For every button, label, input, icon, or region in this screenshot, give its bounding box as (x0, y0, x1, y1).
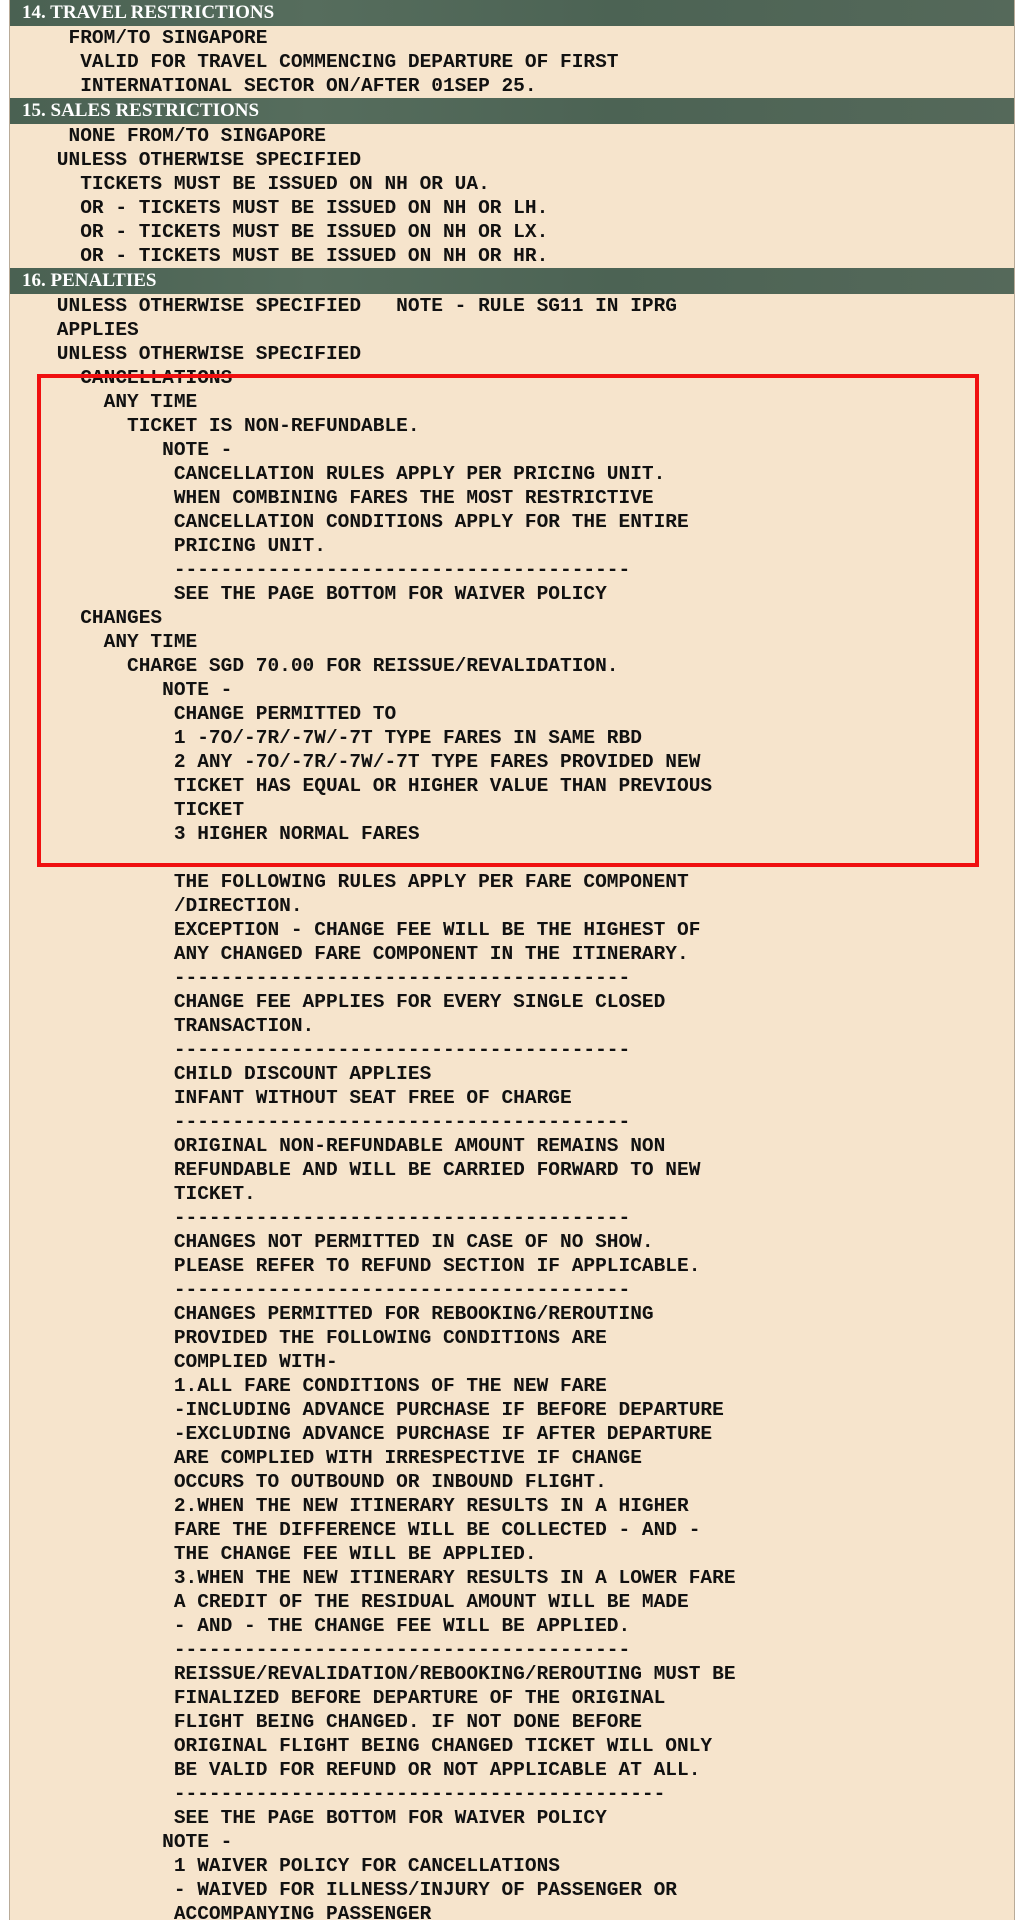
rule-section (10, 98, 1014, 268)
rule-text-line: INFANT WITHOUT SEAT FREE OF CHARGE (10, 1087, 572, 1109)
rule-text-line: ARE COMPLIED WITH IRRESPECTIVE IF CHANGE (10, 1447, 642, 1469)
rule-text-line: --------------------------------------- (10, 1207, 631, 1229)
rule-text-line: --------------------------------------- (10, 559, 631, 581)
section-header: 15. SALES RESTRICTIONS (10, 98, 1014, 124)
rule-text-line: CANCELLATION CONDITIONS APPLY FOR THE ENTIRE (10, 511, 689, 533)
rule-text-line: ANY CHANGED FARE COMPONENT IN THE ITINERARY. (10, 943, 689, 965)
section-body (10, 294, 1014, 1926)
rule-text-line: ANY TIME (10, 631, 198, 653)
rule-text-line: EXCEPTION - CHANGE FEE WILL BE THE HIGHEST OF (10, 919, 701, 941)
rule-text-line: OR - TICKETS MUST BE ISSUED ON NH OR LX. (10, 221, 549, 243)
rule-text-line: - WAIVED FOR ILLNESS/INJURY OF PASSENGER OR (10, 1879, 678, 1901)
rule-text-line: COMPLIED WITH- (10, 1351, 338, 1373)
fare-rules-document (9, 0, 1015, 1925)
rule-text-line: PRICING UNIT. (10, 535, 326, 557)
rule-text-line: CHANGES NOT PERMITTED IN CASE OF NO SHOW. (10, 1231, 654, 1253)
rule-text-line: FROM/TO SINGAPORE (10, 27, 268, 49)
rule-text-line: -EXCLUDING ADVANCE PURCHASE IF AFTER DEPARTURE (10, 1423, 713, 1445)
rule-text-line: WHEN COMBINING FARES THE MOST RESTRICTIVE (10, 487, 654, 509)
rule-text-line: 1.ALL FARE CONDITIONS OF THE NEW FARE (10, 1375, 607, 1397)
rule-text-line: REISSUE/REVALIDATION/REBOOKING/REROUTING MUST BE (10, 1663, 736, 1685)
rule-text-line: NOTE - (10, 439, 233, 461)
section-body (10, 26, 1014, 98)
rule-text-line: CANCELLATIONS (10, 367, 233, 389)
rule-sections (10, 0, 1014, 1926)
rule-text-line: ------------------------------------------ (10, 1783, 666, 1805)
rule-text-line: --------------------------------------- (10, 1111, 631, 1133)
rule-text-line: OR - TICKETS MUST BE ISSUED ON NH OR HR. (10, 245, 549, 267)
rule-text-line: ORIGINAL FLIGHT BEING CHANGED TICKET WILL ONLY (10, 1735, 713, 1757)
rule-text-line: CHILD DISCOUNT APPLIES (10, 1063, 432, 1085)
rule-text-line: FARE THE DIFFERENCE WILL BE COLLECTED - AND - (10, 1519, 701, 1541)
rule-text-line: CHANGE PERMITTED TO (10, 703, 397, 725)
rule-text-line: VALID FOR TRAVEL COMMENCING DEPARTURE OF FIRST (10, 51, 619, 73)
rule-text-line: BE VALID FOR REFUND OR NOT APPLICABLE AT ALL. (10, 1759, 701, 1781)
rule-text-line: TRANSACTION. (10, 1015, 315, 1037)
rule-text-line: REFUNDABLE AND WILL BE CARRIED FORWARD TO NEW (10, 1159, 701, 1181)
rule-text-line: 1 WAIVER POLICY FOR CANCELLATIONS (10, 1855, 560, 1877)
rule-text-line: --------------------------------------- (10, 1279, 631, 1301)
rule-text-line: TICKETS MUST BE ISSUED ON NH OR UA. (10, 173, 490, 195)
section-header: 16. PENALTIES (10, 268, 1014, 294)
rule-text-line: CHANGES (10, 607, 163, 629)
rule-text-line (10, 846, 1014, 870)
rule-text-line: - AND - THE CHANGE FEE WILL BE APPLIED. (10, 1615, 631, 1637)
rule-text-line: CHANGE FEE APPLIES FOR EVERY SINGLE CLOSED (10, 991, 666, 1013)
section-body (10, 124, 1014, 268)
rule-text-line: TICKET IS NON-REFUNDABLE. (10, 415, 420, 437)
rule-text-line: THE FOLLOWING RULES APPLY PER FARE COMPONENT (10, 871, 689, 893)
rule-text-line: NONE FROM/TO SINGAPORE (10, 125, 326, 147)
rule-text-line: -INCLUDING ADVANCE PURCHASE IF BEFORE DEPARTURE (10, 1399, 724, 1421)
rule-text-line: PROVIDED THE FOLLOWING CONDITIONS ARE (10, 1327, 607, 1349)
rule-text-line: 2.WHEN THE NEW ITINERARY RESULTS IN A HIGHER (10, 1495, 689, 1517)
rule-text-line: --------------------------------------- (10, 967, 631, 989)
rule-text-line: FINALIZED BEFORE DEPARTURE OF THE ORIGINAL (10, 1687, 666, 1709)
rule-text-line: PLEASE REFER TO REFUND SECTION IF APPLICABLE. (10, 1255, 701, 1277)
rule-section (10, 0, 1014, 98)
rule-text-line: SEE THE PAGE BOTTOM FOR WAIVER POLICY (10, 1807, 607, 1829)
rule-text-line: CANCELLATION RULES APPLY PER PRICING UNIT. (10, 463, 666, 485)
rule-text-line: UNLESS OTHERWISE SPECIFIED (10, 343, 362, 365)
rule-text-line: OCCURS TO OUTBOUND OR INBOUND FLIGHT. (10, 1471, 607, 1493)
rule-text-line: CHARGE SGD 70.00 FOR REISSUE/REVALIDATION. (10, 655, 619, 677)
rule-section (10, 268, 1014, 1926)
rule-text-line: A CREDIT OF THE RESIDUAL AMOUNT WILL BE MADE (10, 1591, 689, 1613)
rule-text-line: ORIGINAL NON-REFUNDABLE AMOUNT REMAINS NON (10, 1135, 666, 1157)
rule-text-line: THE CHANGE FEE WILL BE APPLIED. (10, 1543, 537, 1565)
rule-text-line: NOTE - (10, 1831, 233, 1853)
rule-text-line: --------------------------------------- (10, 1039, 631, 1061)
rule-text-line: 3 HIGHER NORMAL FARES (10, 823, 420, 845)
rule-text-line: APPLIES (10, 319, 139, 341)
rule-text-line: 3.WHEN THE NEW ITINERARY RESULTS IN A LOWER FARE (10, 1567, 736, 1589)
rule-text-line: TICKET. (10, 1183, 256, 1205)
rule-text-line: ACCOMPANYING PASSENGER (10, 1903, 432, 1925)
rule-text-line: SEE THE PAGE BOTTOM FOR WAIVER POLICY (10, 583, 607, 605)
rule-text-line: NOTE - (10, 679, 233, 701)
rule-text-line: --------------------------------------- (10, 1639, 631, 1661)
rule-text-line: /DIRECTION. (10, 895, 303, 917)
section-header: 14. TRAVEL RESTRICTIONS (10, 0, 1014, 26)
rule-text-line: 2 ANY -7O/-7R/-7W/-7T TYPE FARES PROVIDED NEW (10, 751, 701, 773)
rule-text-line: 1 -7O/-7R/-7W/-7T TYPE FARES IN SAME RBD (10, 727, 642, 749)
rule-text-line: ANY TIME (10, 391, 198, 413)
rule-text-line: OR - TICKETS MUST BE ISSUED ON NH OR LH. (10, 197, 549, 219)
rule-text-line: UNLESS OTHERWISE SPECIFIED NOTE - RULE SG11 IN IPRG (10, 295, 678, 317)
rule-text-line: INTERNATIONAL SECTOR ON/AFTER 01SEP 25. (10, 75, 537, 97)
rule-text-line: UNLESS OTHERWISE SPECIFIED (10, 149, 362, 171)
rule-text-line: CHANGES PERMITTED FOR REBOOKING/REROUTING (10, 1303, 654, 1325)
rule-text-line: TICKET (10, 799, 245, 821)
rule-text-line: FLIGHT BEING CHANGED. IF NOT DONE BEFORE (10, 1711, 642, 1733)
rule-text-line: TICKET HAS EQUAL OR HIGHER VALUE THAN PREVIOUS (10, 775, 713, 797)
